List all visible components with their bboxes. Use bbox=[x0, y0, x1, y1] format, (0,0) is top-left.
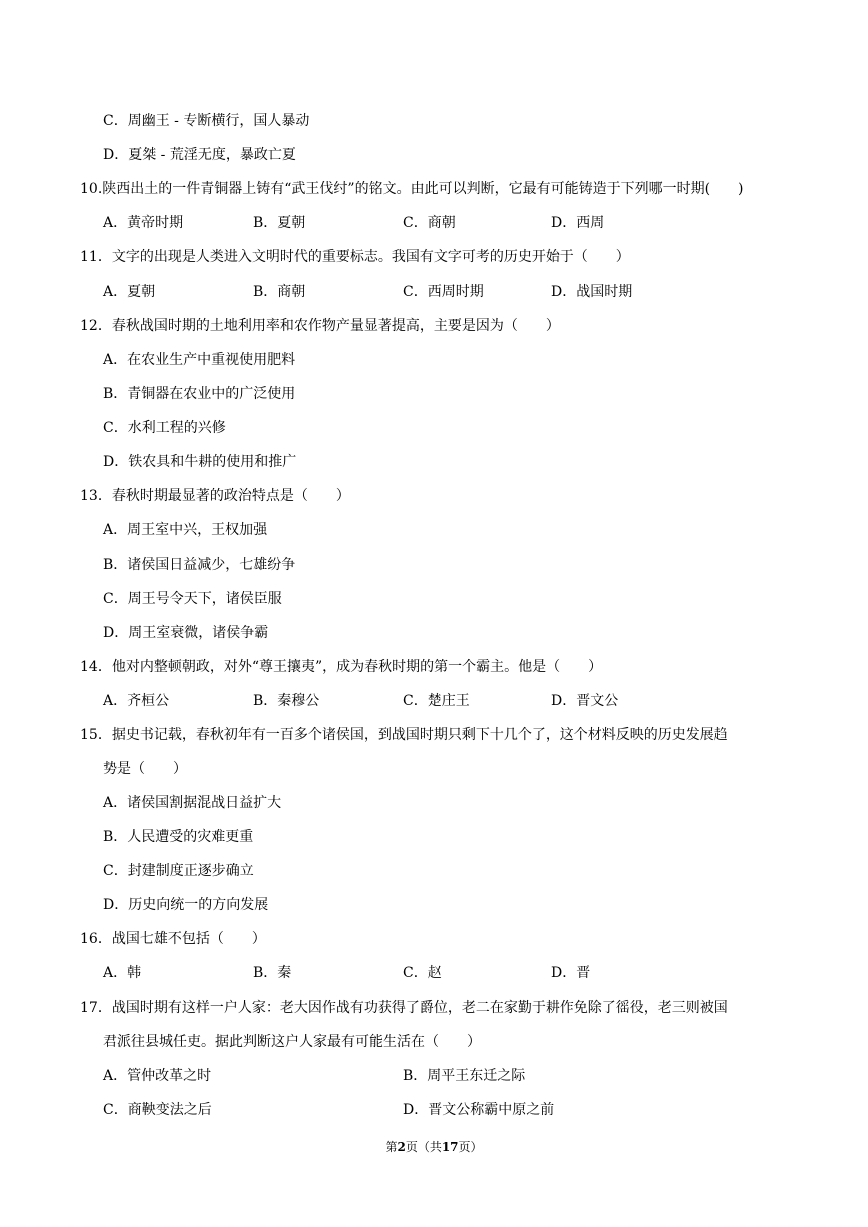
page-footer bbox=[0, 1139, 868, 1155]
q17-option-c: C．商鞅变法之后 bbox=[103, 1102, 212, 1118]
question-11-stem: 11．文字的出现是人类进入文明时代的重要标志。我国有文字可考的历史开始于（ ） bbox=[80, 249, 630, 265]
footer-prefix: 第 bbox=[385, 1140, 398, 1154]
q9-option-c: C．周幽王 - 专断横行，国人暴动 bbox=[103, 113, 310, 129]
q14-option-c: C．楚庄王 bbox=[403, 693, 470, 709]
q13-option-d: D．周王室衰微，诸侯争霸 bbox=[103, 625, 269, 641]
footer-page-number: 2 bbox=[397, 1140, 406, 1154]
question-15-stem: 15．据史书记载，春秋初年有一百多个诸侯国，到战国时期只剩下十几个了，这个材料反映的历史发展趋 bbox=[80, 727, 728, 743]
q15-option-b: B．人民遭受的灾难更重 bbox=[103, 829, 254, 845]
q17-option-a: A．管仲改革之时 bbox=[103, 1068, 212, 1084]
q17-option-d: D．晋文公称霸中原之前 bbox=[403, 1102, 555, 1118]
q12-option-a: A．在农业生产中重视使用肥料 bbox=[103, 352, 296, 368]
q13-option-a: A．周王室中兴，王权加强 bbox=[103, 522, 268, 538]
q16-option-b: B．秦 bbox=[253, 965, 292, 981]
q16-option-d: D．晋 bbox=[551, 965, 591, 981]
q14-option-d: D．晋文公 bbox=[551, 693, 619, 709]
q11-option-b: B．商朝 bbox=[253, 284, 306, 300]
question-10-stem: 10.陕西出土的一件青铜器上铸有“武王伐纣”的铭文。由此可以判断，它最有可能铸造于下列哪一时期( ) bbox=[80, 181, 744, 197]
q11-option-c: C．西周时期 bbox=[403, 284, 484, 300]
question-16-stem: 16．战国七雄不包括（ ） bbox=[80, 931, 266, 947]
q13-option-b: B．诸侯国日益减少，七雄纷争 bbox=[103, 557, 296, 573]
question-12-stem: 12．春秋战国时期的土地利用率和农作物产量显著提高，主要是因为（ ） bbox=[80, 318, 560, 334]
q10-option-a: A．黄帝时期 bbox=[103, 215, 184, 231]
q15-option-d: D．历史向统一的方向发展 bbox=[103, 897, 269, 913]
q17-option-b: B．周平王东迁之际 bbox=[403, 1068, 526, 1084]
question-15-stem-cont: 势是（ ） bbox=[103, 761, 187, 777]
q16-option-a: A．韩 bbox=[103, 965, 142, 981]
q11-option-a: A．夏朝 bbox=[103, 284, 156, 300]
q11-option-d: D．战国时期 bbox=[551, 284, 633, 300]
q14-option-a: A．齐桓公 bbox=[103, 693, 170, 709]
q14-option-b: B．秦穆公 bbox=[253, 693, 320, 709]
footer-middle: 页（共 bbox=[405, 1140, 442, 1154]
footer-suffix: 页） bbox=[458, 1140, 483, 1154]
q10-option-d: D．西周 bbox=[551, 215, 605, 231]
q12-option-d: D．铁农具和牛耕的使用和推广 bbox=[103, 454, 297, 470]
question-13-stem: 13．春秋时期最显著的政治特点是（ ） bbox=[80, 488, 350, 504]
q16-option-c: C．赵 bbox=[403, 965, 442, 981]
q13-option-c: C．周王号令天下，诸侯臣服 bbox=[103, 591, 282, 607]
q12-option-b: B．青铜器在农业中的广泛使用 bbox=[103, 386, 296, 402]
q12-option-c: C．水利工程的兴修 bbox=[103, 420, 226, 436]
q15-option-c: C．封建制度正逐步确立 bbox=[103, 863, 254, 879]
q10-option-b: B．夏朝 bbox=[253, 215, 306, 231]
question-14-stem: 14．他对内整顿朝政，对外“尊王攘夷”，成为春秋时期的第一个霸主。他是（ ） bbox=[80, 659, 603, 675]
q15-option-a: A．诸侯国割据混战日益扩大 bbox=[103, 795, 282, 811]
question-17-stem: 17．战国时期有这样一户人家：老大因作战有功获得了爵位，老二在家勤于耕作免除了徭役，老三则被国 bbox=[80, 1000, 728, 1016]
question-17-stem-cont: 君派往县城任吏。据此判断这户人家最有可能生活在（ ） bbox=[103, 1034, 481, 1050]
q9-option-d: D．夏桀 - 荒淫无度，暴政亡夏 bbox=[103, 147, 296, 163]
footer-total-pages: 17 bbox=[441, 1140, 459, 1154]
q10-option-c: C．商朝 bbox=[403, 215, 456, 231]
